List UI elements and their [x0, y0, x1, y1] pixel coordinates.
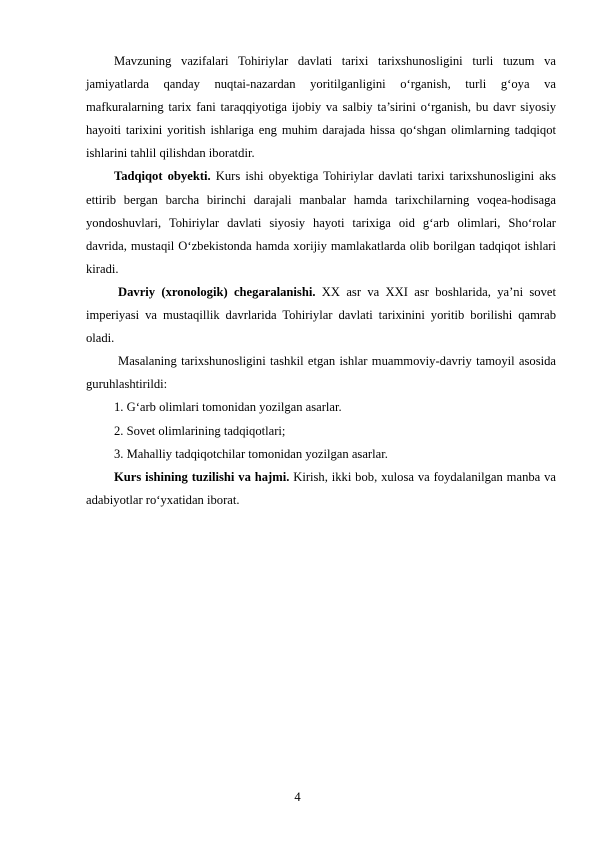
- paragraph-tasks-text: Mavzuning vazifalari Tohiriylar davlati tarixi tarixshunosligini turli tuzum va jamiyatlarda qanday nuqtai-nazardan yoritilganligini o‘rganish, turli g‘oya va mafkuralarning tarix fani taraqqiyotiga ijobiy va salbiy ta’sirini o‘rganish, bu davr siyosiy hayoiti tarixini yoritish ishlariga eng muhim darajada hissa qo‘shgan olimlarning tadqiqot ishlarini tahlil qilishdan iboratdir.: [86, 54, 556, 161]
- page-number: 4: [294, 790, 301, 804]
- list-item: 2. Sovet olimlarining tadqiqotlari;: [114, 423, 286, 438]
- list-item: 1. G‘arb olimlari tomonidan yozilgan asarlar.: [114, 400, 342, 415]
- paragraph-chronology: [86, 281, 556, 350]
- paragraph-research-object: [86, 165, 556, 280]
- structure-heading: Kurs ishining tuzilishi va hajmi.: [114, 469, 290, 484]
- list-item: 3. Mahalliy tadqiqotchilar tomonidan yozilgan asarlar.: [114, 446, 388, 461]
- document-body: [86, 50, 556, 512]
- chronology-heading: Davriy (xronologik) chegaralanishi.: [118, 284, 316, 299]
- paragraph-grouping: [86, 350, 556, 396]
- structure-text: Kirish, ikki bob, xulosa va foydalanilgan manba va adabiyotlar ro‘yxatidan iborat.: [86, 469, 556, 507]
- paragraph-structure: [86, 466, 556, 512]
- chronology-text: XX asr va XXI asr boshlarida, ya’ni sovet imperiyasi va mustaqillik davrlarida Tohiriylar davlati tarixinini yoritib borilishi qamrab oladi.: [86, 284, 556, 346]
- research-object-heading: Tadqiqot obyekti.: [114, 169, 211, 184]
- paragraph-grouping-text: Masalaning tarixshunosligini tashkil etgan ishlar muammoviy-davriy tamoyil asosida guruhlashtirildi:: [86, 354, 556, 392]
- paragraph-tasks: [86, 50, 556, 165]
- research-object-text: Kurs ishi obyektiga Tohiriylar davlati tarixi tarixshunosligini aks ettirib bergan barcha birinchi darajali manbalar hamda tarixchilarning voqea-hodisaga yondoshuvlari, Tohiriylar davlati siyosiy hayoti tarixiga oid g‘arb olimlari, Sho‘rolar davrida, mustaqil O‘zbekistonda hamda xorijiy mamlakatlarda olib borilgan tadqiqot ishlari kiradi.: [86, 169, 556, 276]
